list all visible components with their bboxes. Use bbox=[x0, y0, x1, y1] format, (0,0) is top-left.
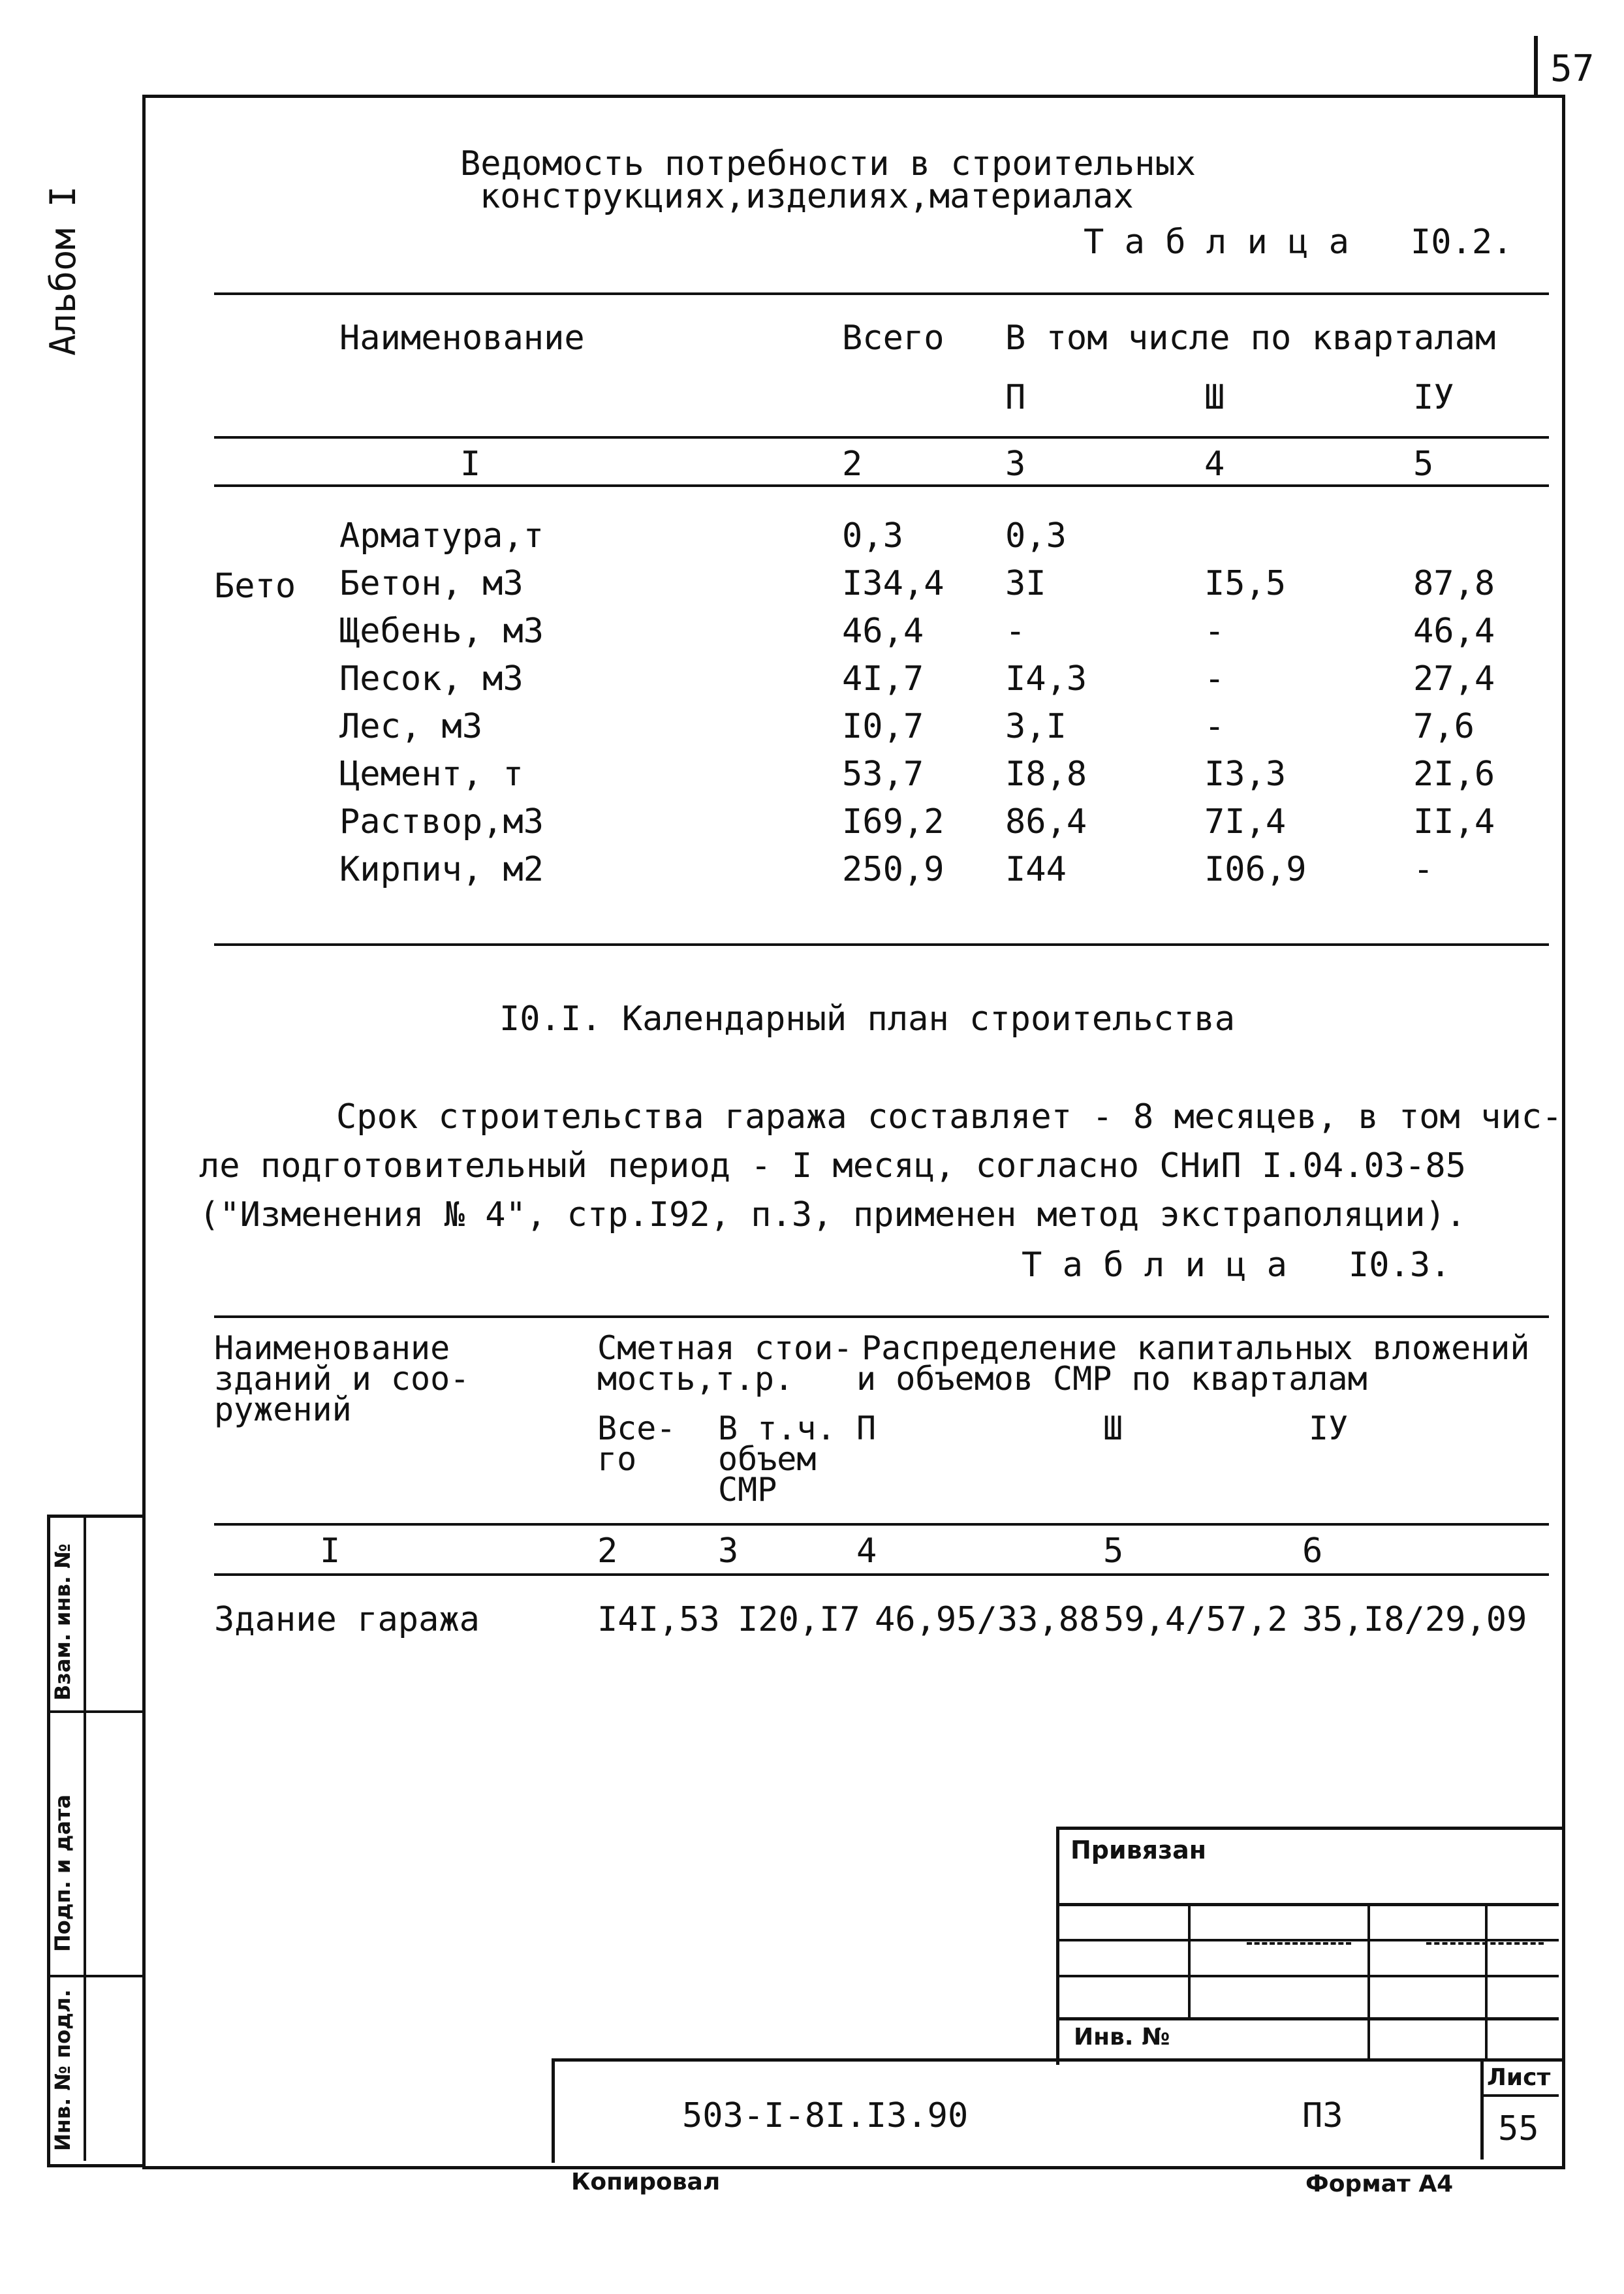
table2-colnum-6: 6 bbox=[1302, 1532, 1323, 1571]
table-row-q4: 46,4 bbox=[1413, 612, 1495, 651]
table-row-q2: I4,3 bbox=[1005, 659, 1087, 699]
table1-colnum-5: 5 bbox=[1413, 445, 1434, 484]
side-stamp-rule bbox=[47, 1710, 142, 1713]
table2-header-name-l3: ружений bbox=[214, 1391, 352, 1428]
table-row-q2: 3I bbox=[1005, 564, 1046, 603]
table-row-total: I0,7 bbox=[842, 707, 924, 746]
side-stamp-vzam: Взам. инв. № bbox=[50, 1543, 75, 1701]
table2-header-incl-l3: СМР bbox=[718, 1471, 777, 1509]
stamp-rule bbox=[1056, 1903, 1559, 1906]
table-row-q2: 3,I bbox=[1005, 707, 1067, 746]
table1-header-including: В том числе по кварталам bbox=[1005, 319, 1496, 358]
table-row-total: I69,2 bbox=[842, 802, 945, 841]
table-row-total: I34,4 bbox=[842, 564, 945, 603]
stamp-sheet-divider bbox=[1480, 2058, 1484, 2160]
table2-colnum-2: 2 bbox=[597, 1532, 618, 1571]
side-stamp-divider bbox=[84, 1515, 86, 2161]
table1-top-rule bbox=[214, 292, 1549, 295]
table1-bottom-rule bbox=[214, 943, 1549, 946]
table-row-total: 0,3 bbox=[842, 516, 903, 556]
stamp-privyazan: Привязан bbox=[1070, 1836, 1207, 1864]
stamp-signature-dash bbox=[1247, 1942, 1351, 1945]
table2-row-total: I4I,53 bbox=[597, 1600, 720, 1639]
table-row-name: Бетон, м3 bbox=[339, 564, 523, 603]
table-row-name: Лес, м3 bbox=[339, 707, 483, 746]
table-row-name: Кирпич, м2 bbox=[339, 850, 544, 889]
table-row-q3: 7I,4 bbox=[1204, 802, 1287, 841]
album-label: Альбом I bbox=[42, 185, 84, 356]
table1-header-total: Всего bbox=[842, 319, 945, 358]
side-stamp-inv-podl: Инв. № подл. bbox=[50, 1989, 75, 2151]
table-row-name: Раствор,м3 bbox=[339, 802, 544, 841]
stamp-doc-type: ПЗ bbox=[1302, 2096, 1343, 2135]
table2-caption: Т а б л и ц а I0.3. bbox=[1022, 1246, 1451, 1285]
stamp-code: 503-I-8I.I3.90 bbox=[682, 2096, 969, 2135]
table2-row-q3: 59,4/57,2 bbox=[1104, 1600, 1288, 1639]
table-row-q2: 86,4 bbox=[1005, 802, 1087, 841]
section-paragraph-line3: ("Изменения № 4", стр.I92, п.3, применен метод экстраполяции). bbox=[199, 1195, 1467, 1234]
table-row-q4: 87,8 bbox=[1413, 564, 1495, 603]
stamp-inv-no: Инв. № bbox=[1074, 2024, 1170, 2050]
table-row-name: Песок, м3 bbox=[339, 659, 523, 699]
table-row-q4: - bbox=[1413, 850, 1434, 889]
table-row-q3: I06,9 bbox=[1204, 850, 1307, 889]
side-stamp-rule bbox=[47, 1975, 142, 1977]
stamp-signature-dash bbox=[1426, 1942, 1544, 1945]
stamp-sheet-label: Лист bbox=[1487, 2064, 1551, 2091]
table1-colnum-1: I bbox=[460, 445, 481, 484]
stamp-divider bbox=[1367, 1903, 1370, 2062]
table1-header-q4: IУ bbox=[1413, 378, 1454, 417]
stamp-format-label: Формат А4 bbox=[1305, 2171, 1454, 2197]
section-heading: I0.I. Календарный план строительства bbox=[499, 999, 1236, 1039]
table2-header-q2: П bbox=[856, 1409, 877, 1447]
stamp-rule bbox=[1056, 1939, 1559, 1941]
section-paragraph-line1: Срок строительства гаража составляет - 8 месяцев, в том чис- bbox=[336, 1097, 1563, 1137]
table1-caption: Т а б л и ц а I0.2. bbox=[1084, 223, 1513, 262]
table-row-q2: - bbox=[1005, 612, 1026, 651]
stamp-sheet-rule bbox=[1480, 2094, 1559, 2097]
stamp-rule bbox=[1056, 2017, 1559, 2020]
table-row-q3: - bbox=[1204, 707, 1225, 746]
table-row-total: 250,9 bbox=[842, 850, 945, 889]
table1-title-line2: конструкциях,изделиях,материалах bbox=[480, 177, 1134, 216]
table2-header-dist-l2: и объемов СМР по кварталам bbox=[856, 1360, 1367, 1398]
table-row-q4: II,4 bbox=[1413, 802, 1495, 841]
table2-header-name-l1: Наименование bbox=[214, 1329, 450, 1367]
table2-colnum-4: 4 bbox=[856, 1532, 877, 1571]
table1-title-line1: Ведомость потребности в строительных bbox=[460, 144, 1196, 183]
page-number-rule bbox=[1534, 36, 1538, 98]
stamp-sheet-number: 55 bbox=[1498, 2109, 1539, 2148]
table2-header-cost-l1: Сметная стои- bbox=[597, 1329, 853, 1367]
stamp-copied-label: Копировал bbox=[571, 2169, 721, 2195]
table-row-total: 53,7 bbox=[842, 755, 924, 794]
table2-row-q2: 46,95/33,88 bbox=[875, 1600, 1100, 1639]
table2-header-name-l2: зданий и соо- bbox=[214, 1360, 470, 1398]
table2-header-total-l1: Все- bbox=[597, 1409, 676, 1447]
table1-colnum-2: 2 bbox=[842, 445, 863, 484]
table2-colnum-1: I bbox=[320, 1532, 341, 1571]
table2-colnum-3: 3 bbox=[718, 1532, 739, 1571]
table1-colnum-rule bbox=[214, 484, 1549, 487]
stamp-divider bbox=[1485, 1903, 1488, 2060]
table1-side-label: Бето bbox=[214, 567, 296, 606]
table2-row-smr: I20,I7 bbox=[738, 1600, 860, 1639]
side-stamp-podp: Подп. и дата bbox=[50, 1794, 75, 1952]
page-number: 57 bbox=[1550, 48, 1595, 90]
table2-header-incl-l2: объем bbox=[718, 1440, 817, 1478]
table1-colnum-3: 3 bbox=[1005, 445, 1026, 484]
table2-header-dist-l1: Распределение капитальных вложений bbox=[862, 1329, 1530, 1367]
table1-colnum-4: 4 bbox=[1204, 445, 1225, 484]
table-row-q3: - bbox=[1204, 612, 1225, 651]
table-row-q4: 27,4 bbox=[1413, 659, 1495, 699]
table-row-q4: 2I,6 bbox=[1413, 755, 1495, 794]
table-row-q3: I3,3 bbox=[1204, 755, 1287, 794]
table2-header-rule bbox=[214, 1523, 1549, 1526]
table-row-name: Щебень, м3 bbox=[339, 612, 544, 651]
table2-colnum-rule bbox=[214, 1573, 1549, 1576]
table-row-q3: - bbox=[1204, 659, 1225, 699]
table2-header-q4: IУ bbox=[1309, 1409, 1349, 1447]
table-row-q4: 7,6 bbox=[1413, 707, 1475, 746]
stamp-divider bbox=[1188, 1903, 1191, 2017]
table1-header-rule bbox=[214, 436, 1549, 439]
table-row-q2: 0,3 bbox=[1005, 516, 1067, 556]
table-row-name: Арматура,т bbox=[339, 516, 544, 556]
table-row-total: 46,4 bbox=[842, 612, 924, 651]
table-row-name: Цемент, т bbox=[339, 755, 523, 794]
section-paragraph-line2: ле подготовительный период - I месяц, согласно СНиП I.04.03-85 bbox=[199, 1146, 1467, 1186]
table-row-q2: I8,8 bbox=[1005, 755, 1087, 794]
table2-top-rule bbox=[214, 1315, 1549, 1318]
table1-header-q2: П bbox=[1005, 378, 1026, 417]
table2-header-total-l2: го bbox=[597, 1440, 637, 1478]
table2-header-incl-l1: В т.ч. bbox=[718, 1409, 836, 1447]
table2-colnum-5: 5 bbox=[1103, 1532, 1124, 1571]
table-row-q2: I44 bbox=[1005, 850, 1067, 889]
table-row-q3: I5,5 bbox=[1204, 564, 1287, 603]
table2-row-q4: 35,I8/29,09 bbox=[1302, 1600, 1527, 1639]
table-row-total: 4I,7 bbox=[842, 659, 924, 699]
table2-header-cost-l2: мость,т.р. bbox=[597, 1360, 794, 1398]
table2-row-name: Здание гаража bbox=[214, 1600, 480, 1639]
stamp-rule bbox=[1056, 1975, 1559, 1977]
table1-header-name: Наименование bbox=[339, 319, 585, 358]
table1-header-q3: Ш bbox=[1204, 378, 1225, 417]
table2-header-q3: Ш bbox=[1103, 1409, 1123, 1447]
